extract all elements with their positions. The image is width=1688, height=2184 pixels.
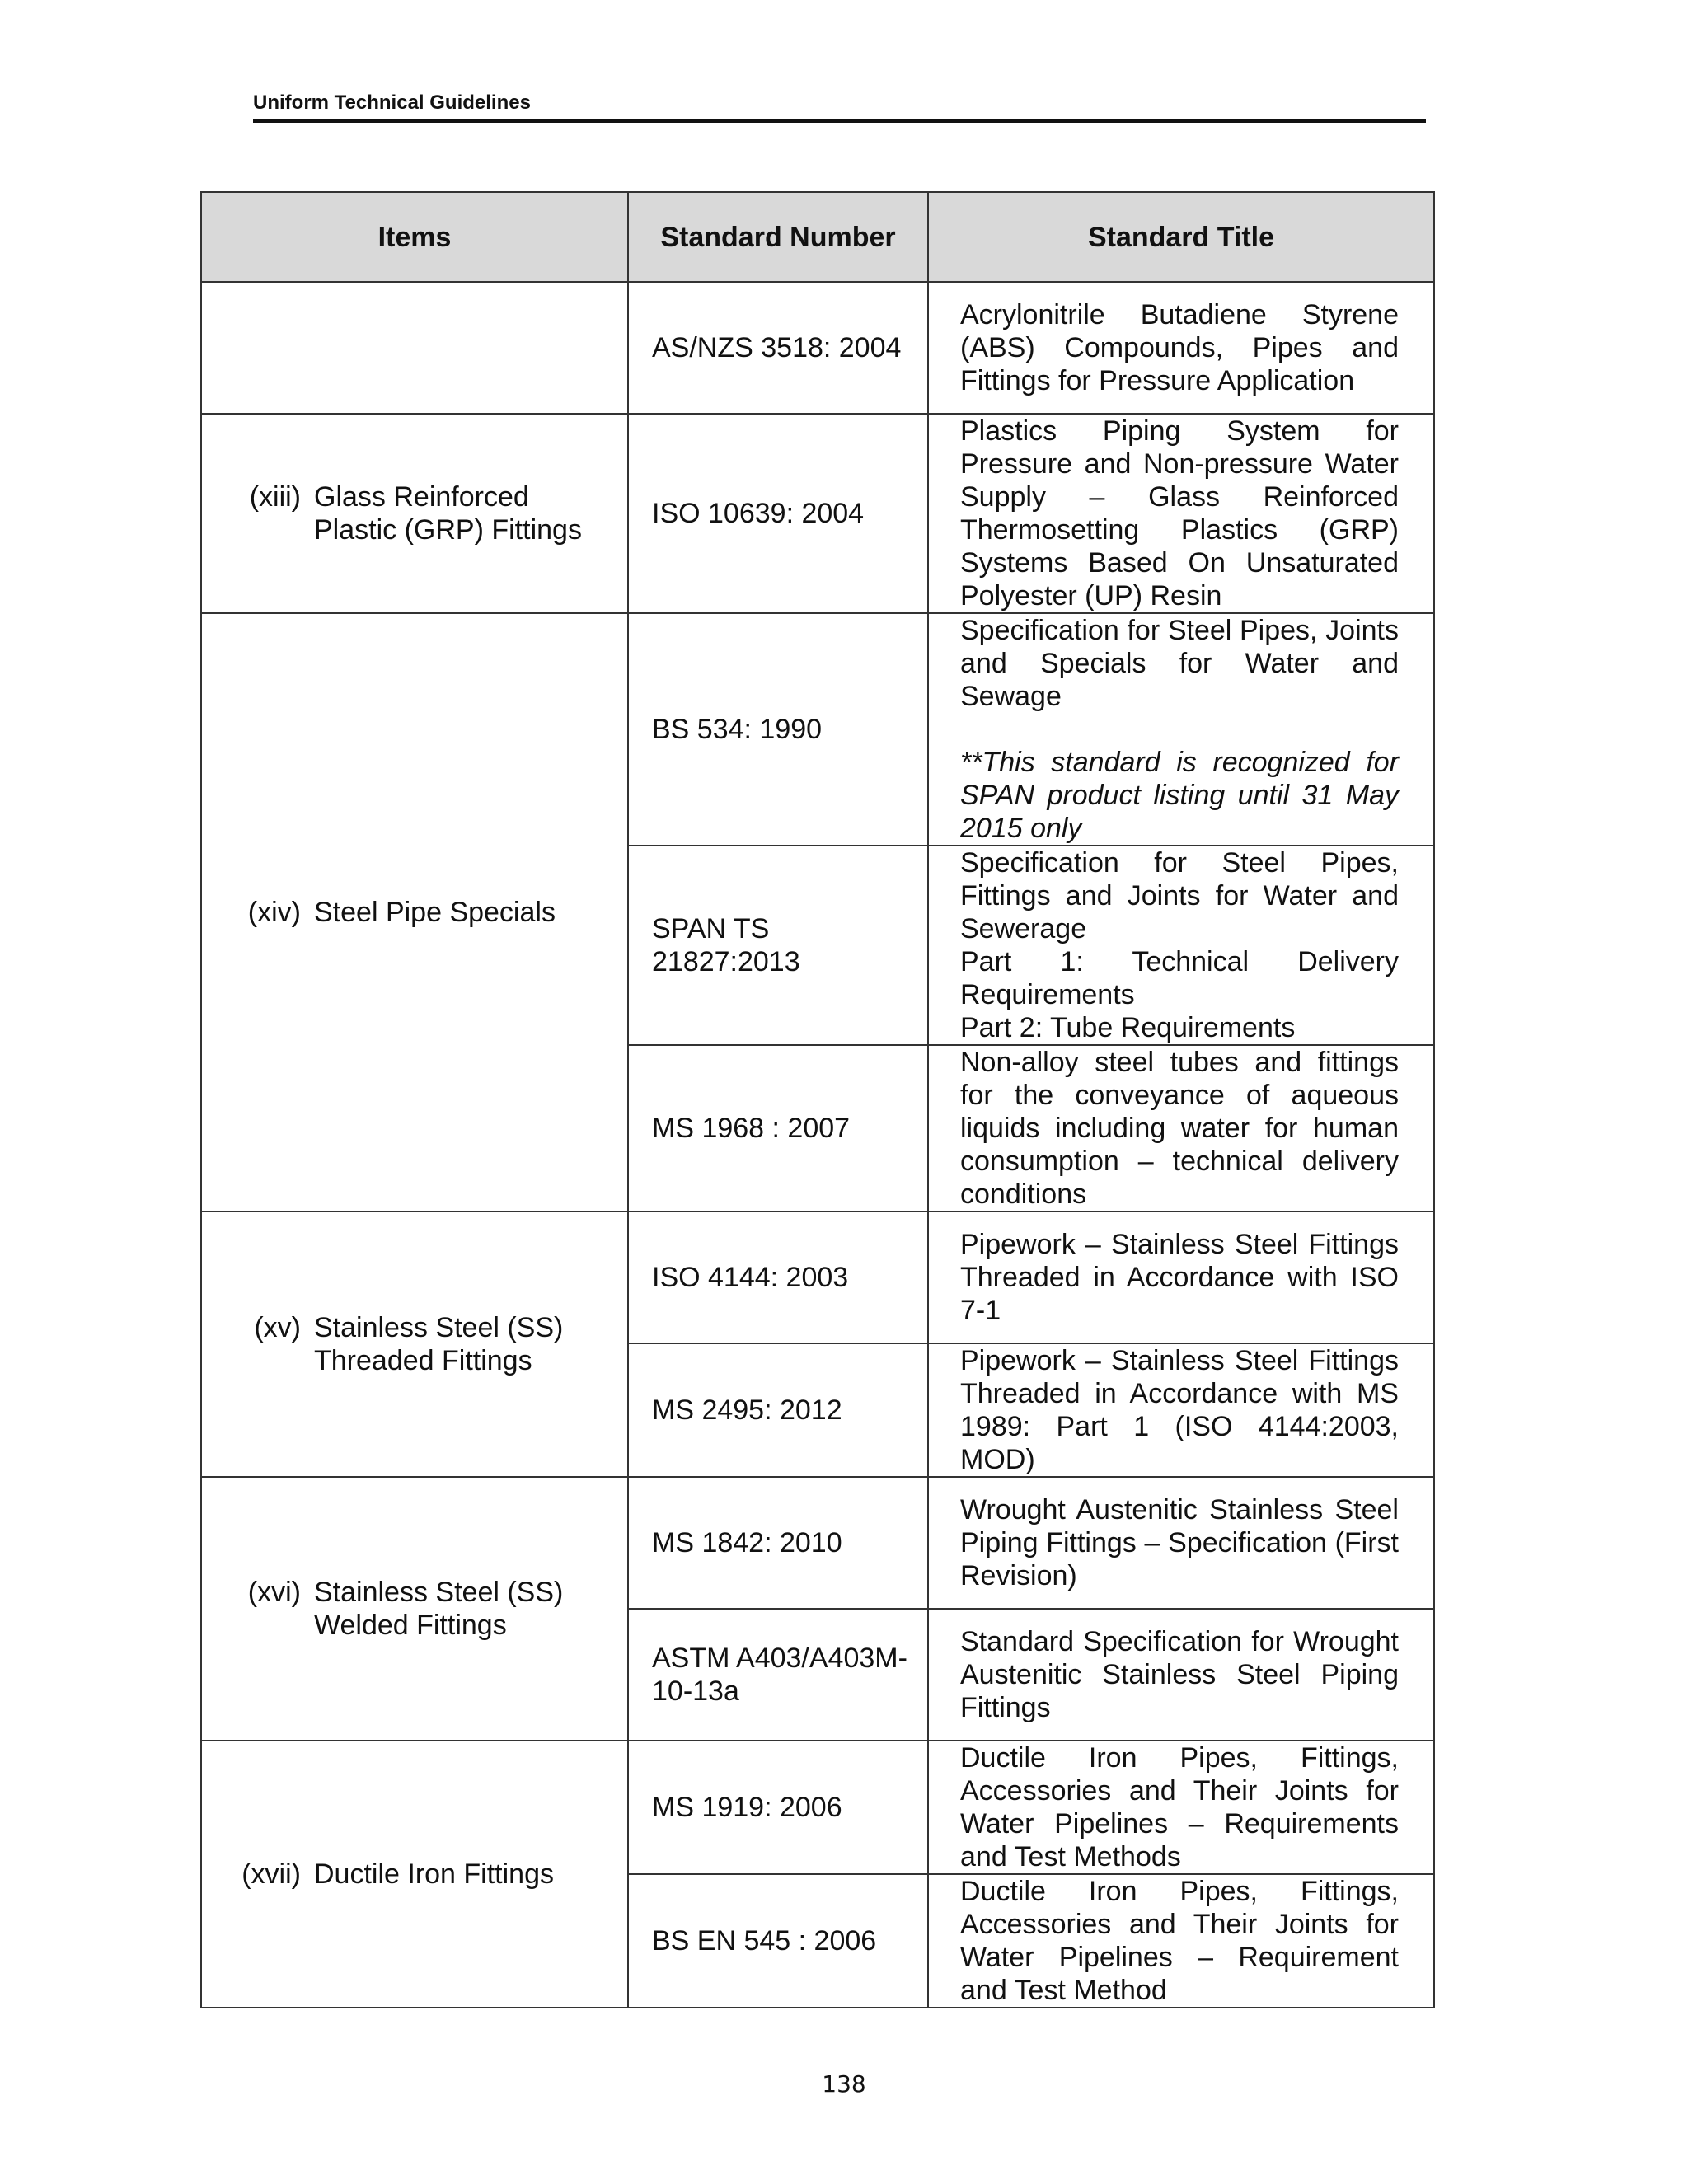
item-label: Stainless Steel (SS) Threaded Fittings [314,1312,564,1376]
item-cell [201,1477,628,1741]
standard-number: ISO 10639: 2004 [628,414,928,613]
standard-part-2: Part 2: Tube Requirements [960,1012,1296,1043]
standard-number: ASTM A403/A403M-10-13a [628,1609,928,1741]
standard-number: ISO 4144: 2003 [628,1212,928,1343]
standard-title: Non-alloy steel tubes and fittings for the conveyance of aqueous liquids including water for human consumption – technical delivery conditions [928,1045,1434,1212]
standard-title: Specification for Steel Pipes, Joints and Specials for Water and Sewage [960,615,1399,712]
standard-number: MS 2495: 2012 [628,1343,928,1477]
standard-title: Specification for Steel Pipes, Fittings and Joints for Water and Sewerage [960,847,1399,944]
item-cell-empty [201,282,628,414]
table-row [201,1212,1434,1343]
table-row [201,282,1434,414]
standard-number: SPAN TS 21827:2013 [628,846,928,1045]
standard-title-cell [928,846,1434,1045]
standard-title: Ductile Iron Pipes, Fittings, Accessories and Their Joints for Water Pipelines – Requirements and Test Methods [928,1741,1434,1874]
header-rule [253,119,1426,123]
table-row [201,613,1434,846]
recognition-note: **This standard is recognized for SPAN product listing until 31 May 2015 only [960,747,1399,844]
item-label: Steel Pipe Specials [314,897,556,928]
standard-number: BS 534: 1990 [628,613,928,846]
standard-number: MS 1919: 2006 [628,1741,928,1874]
table-header-row [201,192,1434,282]
item-cell [201,414,628,613]
standard-number: BS EN 545 : 2006 [628,1874,928,2008]
item-cell [201,1212,628,1477]
standard-title-cell [928,613,1434,846]
item-cell [201,613,628,1212]
table-row [201,1477,1434,1609]
column-header-standard-number: Standard Number [628,192,928,282]
standards-table [200,191,1435,2008]
standard-number: MS 1842: 2010 [628,1477,928,1609]
item-label: Glass Reinforced Plastic (GRP) Fittings [314,481,582,546]
page-number: 138 [822,2070,866,2097]
standard-title: Plastics Piping System for Pressure and Non-pressure Water Supply – Glass Reinforced Thermosetting Plastics (GRP) Systems Based On Unsaturated Polyester (UP) Resin [928,414,1434,613]
item-numeral: (xiv) [247,897,301,928]
column-header-standard-title: Standard Title [928,192,1434,282]
item-label: Stainless Steel (SS) Welded Fittings [314,1577,564,1641]
item-label: Ductile Iron Fittings [314,1858,554,1890]
item-numeral: (xiii) [249,481,301,513]
item-numeral: (xvii) [241,1858,301,1890]
standard-title: Pipework – Stainless Steel Fittings Threaded in Accordance with ISO 7-1 [928,1212,1434,1343]
item-cell [201,1741,628,2008]
item-numeral: (xvi) [247,1577,301,1608]
standard-number: MS 1968 : 2007 [628,1045,928,1212]
standard-number: AS/NZS 3518: 2004 [628,282,928,414]
standard-title: Standard Specification for Wrought Austenitic Stainless Steel Piping Fittings [928,1609,1434,1741]
table-row [201,1741,1434,1874]
standard-part-1: Part 1: Technical Delivery Requirements [960,946,1399,1010]
column-header-items: Items [201,192,628,282]
running-header: Uniform Technical Guidelines [253,91,531,114]
standard-title: Acrylonitrile Butadiene Styrene (ABS) Compounds, Pipes and Fittings for Pressure Application [928,282,1434,414]
standard-title: Ductile Iron Pipes, Fittings, Accessories and Their Joints for Water Pipelines – Requirement and Test Method [928,1874,1434,2008]
table-row [201,414,1434,613]
standard-title: Wrought Austenitic Stainless Steel Piping Fittings – Specification (First Revision) [928,1477,1434,1609]
item-numeral: (xv) [254,1312,301,1343]
standard-title: Pipework – Stainless Steel Fittings Threaded in Accordance with MS 1989: Part 1 (ISO 4144:2003, MOD) [928,1343,1434,1477]
